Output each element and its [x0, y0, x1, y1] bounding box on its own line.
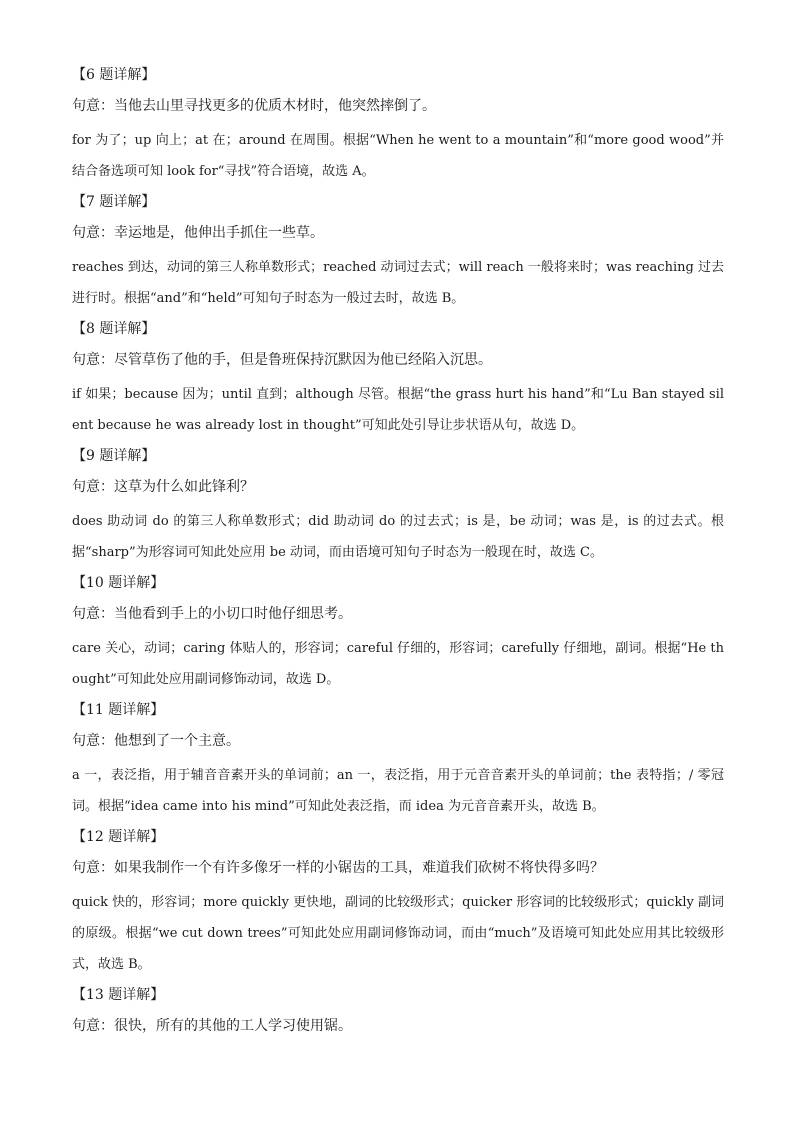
- answer-section-10: [72, 570, 724, 695]
- sentence-meaning: 句意：这草为什么如此锋利？: [72, 479, 254, 495]
- section-heading: 【7 题详解】: [72, 194, 156, 210]
- answer-explanation: a 一，表泛指，用于辅音音素开头的单词前；an 一，表泛指，用于元音音素开头的单词前；the 表特指；/ 零冠词。根据“idea came into his mind”可知此处表泛指，而 idea 为元音音素开头，故选 B。: [72, 768, 724, 814]
- section-heading: 【13 题详解】: [72, 987, 165, 1003]
- section-heading: 【9 题详解】: [72, 448, 156, 464]
- answer-section-11: [72, 697, 724, 822]
- answer-explanation: reaches 到达，动词的第三人称单数形式；reached 动词过去式；will reach 一般将来时；was reaching 过去进行时。根据“and”和“held”可知句子时态为一般过去时，故选 B。: [72, 260, 724, 306]
- section-heading: 【8 题详解】: [72, 321, 156, 337]
- answer-explanation: quick 快的，形容词；more quickly 更快地，副词的比较级形式；quicker 形容词的比较级形式；quickly 副词的原级。根据“we cut down trees”可知此处应用副词修饰动词，而由“much”及语境可知此处应用其比较级形式，故选 B。: [72, 895, 724, 972]
- section-heading: 【10 题详解】: [72, 575, 165, 591]
- sentence-meaning: 句意：当他看到手上的小切口时他仔细思考。: [72, 606, 352, 622]
- sentence-meaning: 句意：如果我制作一个有许多像牙一样的小锯齿的工具，难道我们砍树不将快得多吗？: [72, 860, 604, 876]
- document-page: [72, 62, 724, 1045]
- answer-explanation: for 为了；up 向上；at 在；around 在周围。根据“When he went to a mountain”和“more good wood”并结合备选项可知 look for“寻找”符合语境，故选 A。: [72, 133, 724, 179]
- sentence-meaning: 句意：幸运地是，他伸出手抓住一些草。: [72, 225, 324, 241]
- answer-section-7: [72, 189, 724, 314]
- sentence-meaning: 句意：尽管草伤了他的手，但是鲁班保持沉默因为他已经陷入沉思。: [72, 352, 492, 368]
- section-heading: 【12 题详解】: [72, 829, 165, 845]
- answer-explanation: if 如果；because 因为；until 直到；although 尽管。根据“the grass hurt his hand”和“Lu Ban stayed silent because he was already lost in thought”可知此处引导让步状语从句，故选 D。: [72, 387, 724, 433]
- answer-section-12: [72, 824, 724, 980]
- section-heading: 【6 题详解】: [72, 67, 156, 83]
- answer-section-6: [72, 62, 724, 187]
- section-heading: 【11 题详解】: [72, 702, 165, 718]
- sentence-meaning: 句意：很快，所有的其他的工人学习使用锯。: [72, 1018, 352, 1034]
- answer-explanation: care 关心，动词；caring 体贴人的，形容词；careful 仔细的，形容词；carefully 仔细地，副词。根据“He thought”可知此处应用副词修饰动词，故选 D。: [72, 641, 724, 687]
- answer-explanation: does 助动词 do 的第三人称单数形式；did 助动词 do 的过去式；is 是，be 动词；was 是，is 的过去式。根据“sharp”为形容词可知此处应用 be 动词，而由语境可知句子时态为一般现在时，故选 C。: [72, 514, 724, 560]
- answer-section-8: [72, 316, 724, 441]
- answer-section-13: [72, 982, 724, 1039]
- sentence-meaning: 句意：他想到了一个主意。: [72, 733, 240, 749]
- answer-section-9: [72, 443, 724, 568]
- sentence-meaning: 句意：当他去山里寻找更多的优质木材时，他突然摔倒了。: [72, 98, 436, 114]
